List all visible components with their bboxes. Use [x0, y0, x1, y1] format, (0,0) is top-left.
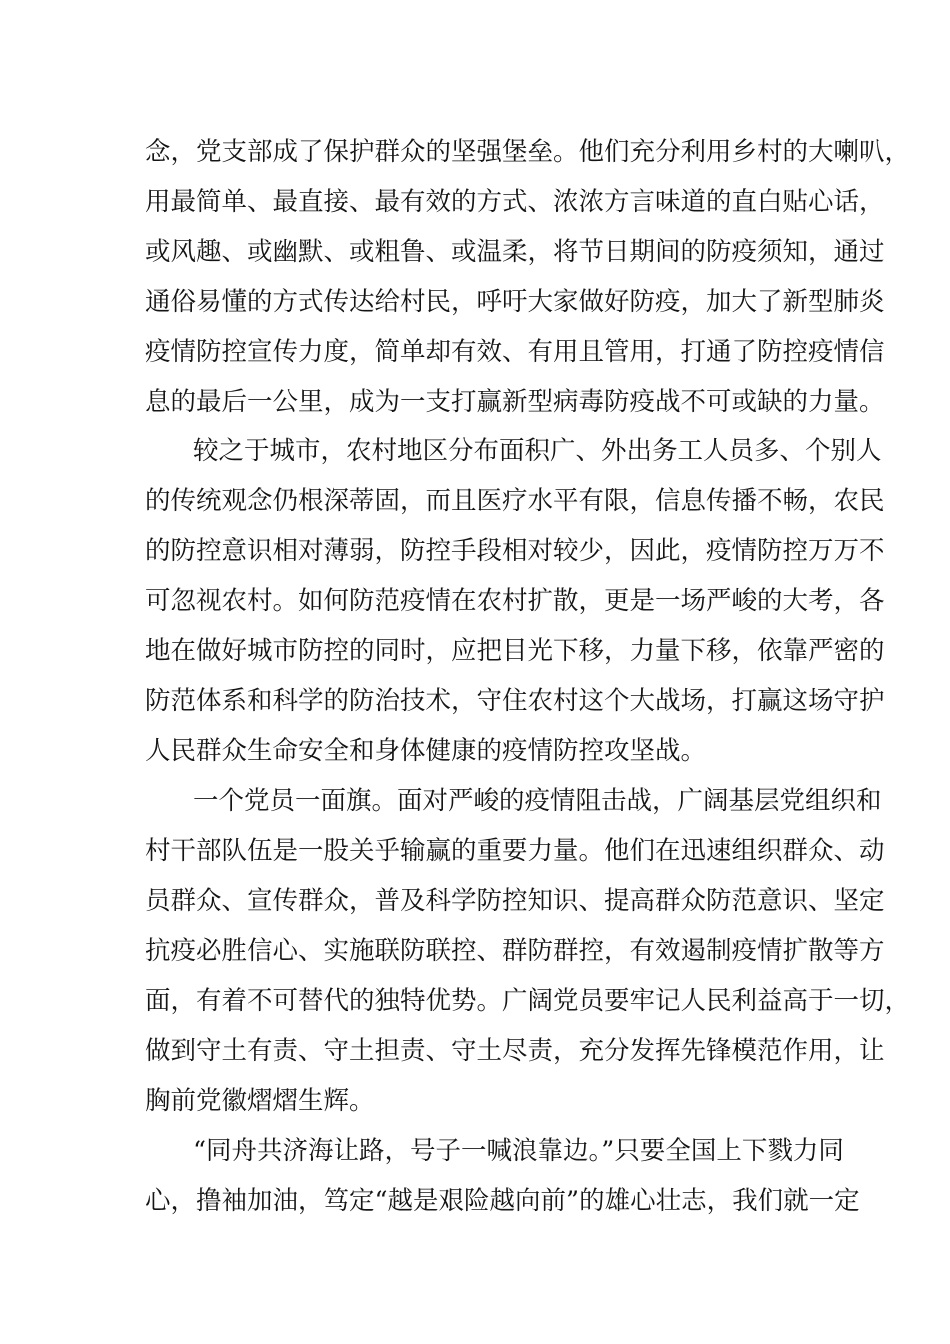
- text-line: 员群众、宣传群众，普及科学防控知识、提高群众防范意识、坚定: [145, 886, 885, 916]
- text-line: 念，党支部成了保护群众的坚强堡垒。他们充分利用乡村的大喇叭，: [145, 137, 911, 167]
- paragraph-last-line: 胸前党徽熠熠生辉。: [145, 1086, 375, 1116]
- text-line: 心，撸袖加油，笃定“越是艰险越向前”的雄心壮志，我们就一定: [145, 1186, 860, 1216]
- text-line: 抗疫必胜信心、实施联防联控、群防群控，有效遏制疫情扩散等方: [145, 936, 885, 966]
- text-line: 防范体系和科学的防治技术，守住农村这个大战场，打赢这场守护: [145, 686, 885, 716]
- text-line: 做到守土有责、守土担责、守土尽责，充分发挥先锋模范作用，让: [145, 1036, 885, 1066]
- text-line: 疫情防控宣传力度，简单却有效、有用且管用，打通了防控疫情信: [145, 337, 885, 367]
- text-line: 用最简单、最直接、最有效的方式、浓浓方言味道的直白贴心话，: [145, 187, 885, 217]
- text-line: 息的最后一公里，成为一支打赢新型病毒防疫战不可或缺的力量。: [145, 387, 885, 417]
- text-line: 的防控意识相对薄弱，防控手段相对较少，因此，疫情防控万万不: [145, 536, 885, 566]
- paragraph-first-line: 一个党员一面旗。面对严峻的疫情阻击战，广阔基层党组织和: [193, 786, 882, 816]
- text-line: 可忽视农村。如何防范疫情在农村扩散，更是一场严峻的大考，各: [145, 586, 885, 616]
- text-line: 面，有着不可替代的独特优势。广阔党员要牢记人民利益高于一切，: [145, 986, 911, 1016]
- paragraph-last-line: 人民群众生命安全和身体健康的疫情防控攻坚战。: [145, 736, 707, 766]
- text-line: 或风趣、或幽默、或粗鲁、或温柔，将节日期间的防疫须知，通过: [145, 237, 885, 267]
- text-line: 村干部队伍是一股关乎输赢的重要力量。他们在迅速组织群众、动: [145, 836, 885, 866]
- paragraph-first-line: “同舟共济海让路，号子一喊浪靠边。”只要全国上下戮力同: [193, 1136, 844, 1166]
- text-line: 的传统观念仍根深蒂固，而且医疗水平有限，信息传播不畅，农民: [145, 486, 885, 516]
- text-line: 地在做好城市防控的同时，应把目光下移，力量下移，依靠严密的: [145, 636, 885, 666]
- text-line: 通俗易懂的方式传达给村民，呼吁大家做好防疫，加大了新型肺炎: [145, 287, 885, 317]
- paragraph-first-line: 较之于城市，农村地区分布面积广、外出务工人员多、个别人: [193, 436, 882, 466]
